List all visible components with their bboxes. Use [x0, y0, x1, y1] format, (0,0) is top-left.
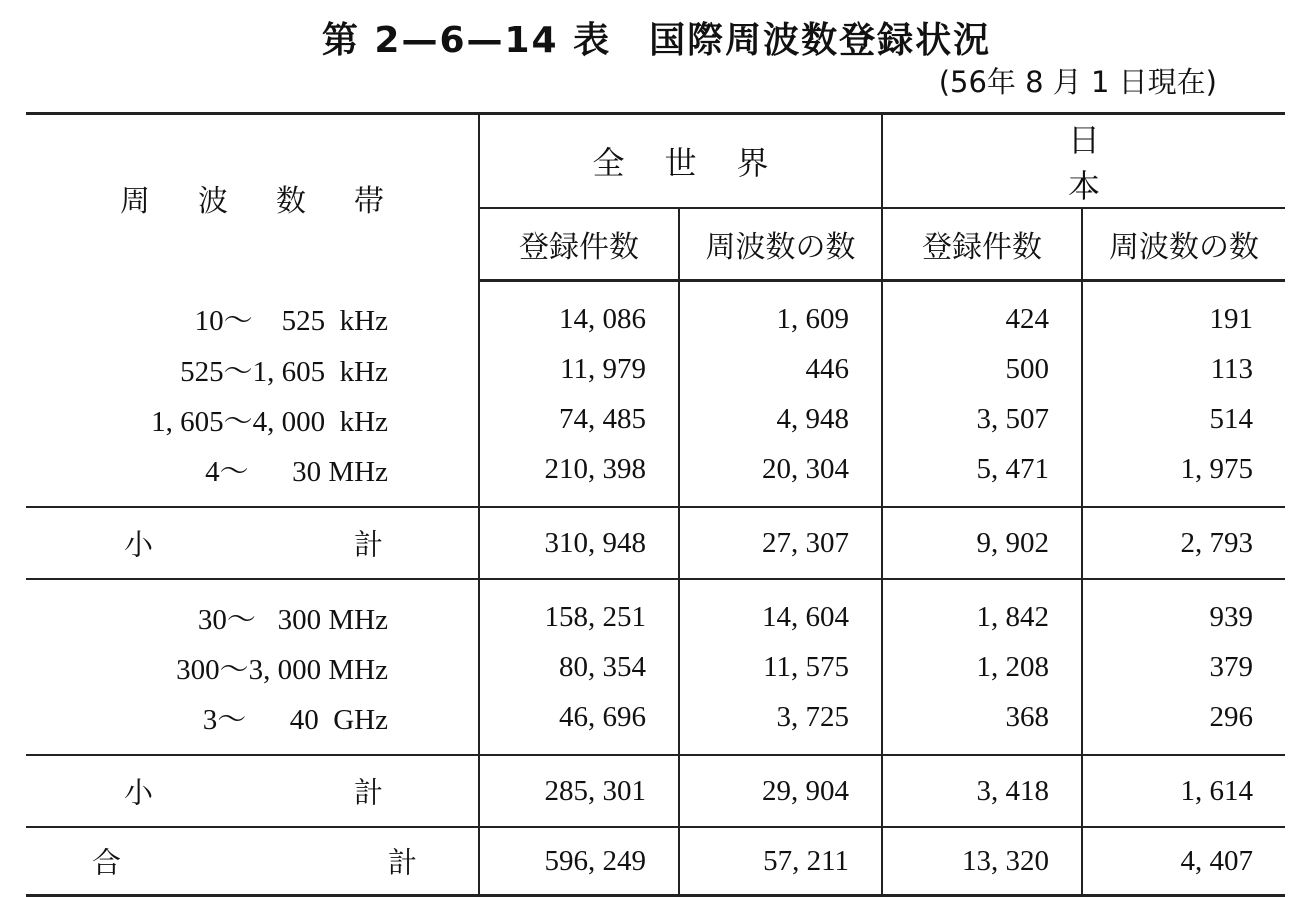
japan-frequencies-cell: 296: [1209, 700, 1254, 733]
japan-frequencies-cell: 1, 614: [1082, 755, 1285, 827]
subtotal-label-right: 計: [354, 527, 384, 562]
subtotal-label-left: 小: [124, 775, 154, 810]
japan-registrations-cell: 1, 842: [882, 579, 1082, 642]
world-registrations-header: 登録件数: [479, 208, 679, 281]
japan-registrations-cell: 9, 902: [882, 507, 1082, 579]
world-frequencies-cell: 20, 304: [679, 444, 882, 507]
subtotal-row: [26, 507, 1285, 579]
table-row: [26, 444, 1285, 507]
world-registrations-cell: 14, 086: [479, 281, 679, 345]
japan-registrations-cell: 13, 320: [882, 827, 1082, 896]
world-registrations-cell: 158, 251: [479, 579, 679, 642]
subtotal-label-left: 小: [124, 527, 154, 562]
band-cell: 30～ 300 MHz: [26, 579, 479, 642]
band-cell: 3～ 40 GHz: [26, 692, 479, 755]
japan-frequencies-header: 周波数の数: [1082, 208, 1285, 281]
japan-registrations-header: 登録件数: [882, 208, 1082, 281]
japan-registrations-cell: 3, 418: [882, 755, 1082, 827]
subtotal-label-cell: [26, 507, 479, 579]
japan-registrations-cell: 424: [882, 281, 1082, 345]
band-header: 周波数帯: [26, 114, 479, 281]
world-frequencies-cell: 446: [679, 344, 882, 394]
world-registrations-cell: 285, 301: [479, 755, 679, 827]
band-cell: 300～3, 000 MHz: [26, 642, 479, 692]
world-registrations-cell: 74, 485: [479, 394, 679, 444]
band-cell: 525～1, 605 kHz: [26, 344, 479, 394]
world-registrations-cell: 46, 696: [479, 692, 679, 755]
world-frequencies-cell: 29, 904: [679, 755, 882, 827]
total-label-cell: [26, 827, 479, 896]
world-registrations-cell: 310, 948: [479, 507, 679, 579]
japan-registrations-cell: 5, 471: [882, 444, 1082, 507]
subtotal-label-cell: [26, 755, 479, 827]
world-frequencies-cell: 57, 211: [679, 827, 882, 896]
subtotal-row: [26, 755, 1285, 827]
japan-frequencies-cell: 2, 793: [1082, 507, 1285, 579]
world-frequencies-cell: 1, 609: [679, 281, 882, 345]
japan-header: 日本: [882, 114, 1285, 209]
table-row: [26, 579, 1285, 642]
total-label-right: 計: [388, 845, 418, 880]
total-label-left: 合: [92, 845, 122, 880]
japan-frequencies-cell: 514: [1209, 402, 1254, 435]
world-frequencies-cell: 14, 604: [679, 579, 882, 642]
date-note: (56年 8 月 1 日現在): [938, 65, 1217, 99]
total-row: [26, 827, 1285, 896]
subtotal-label-right: 計: [354, 775, 384, 810]
table-row: [26, 344, 1285, 394]
japan-frequencies-cell: 939: [1209, 600, 1254, 633]
table-row: [26, 642, 1285, 692]
band-cell: 4～ 30 MHz: [26, 444, 479, 507]
japan-frequencies-cell: 1, 975: [1180, 452, 1254, 485]
world-frequencies-cell: 27, 307: [679, 507, 882, 579]
world-registrations-cell: 11, 979: [479, 344, 679, 394]
table-row: [26, 394, 1285, 444]
band-cell: 10～ 525 kHz: [26, 281, 479, 345]
world-frequencies-header: 周波数の数: [679, 208, 882, 281]
japan-frequencies-cell: 191: [1209, 302, 1254, 335]
japan-registrations-cell: 3, 507: [882, 394, 1082, 444]
japan-frequencies-cell: 113: [1210, 352, 1254, 385]
world-registrations-cell: 210, 398: [479, 444, 679, 507]
table-row: [26, 692, 1285, 755]
frequency-registration-table: [26, 112, 1285, 897]
world-frequencies-cell: 4, 948: [679, 394, 882, 444]
world-frequencies-cell: 11, 575: [679, 642, 882, 692]
japan-registrations-cell: 1, 208: [882, 642, 1082, 692]
japan-frequencies-cell: 379: [1209, 650, 1254, 683]
table-title: 第 2—6—14 表 国際周波数登録状況: [321, 20, 992, 61]
japan-frequencies-cell: 4, 407: [1082, 827, 1285, 896]
world-registrations-cell: 596, 249: [479, 827, 679, 896]
world-frequencies-cell: 3, 725: [679, 692, 882, 755]
world-header: 全世界: [479, 114, 882, 209]
table-row: [26, 281, 1285, 345]
world-registrations-cell: 80, 354: [479, 642, 679, 692]
japan-registrations-cell: 368: [882, 692, 1082, 755]
band-cell: 1, 605～4, 000 kHz: [26, 394, 479, 444]
japan-registrations-cell: 500: [882, 344, 1082, 394]
